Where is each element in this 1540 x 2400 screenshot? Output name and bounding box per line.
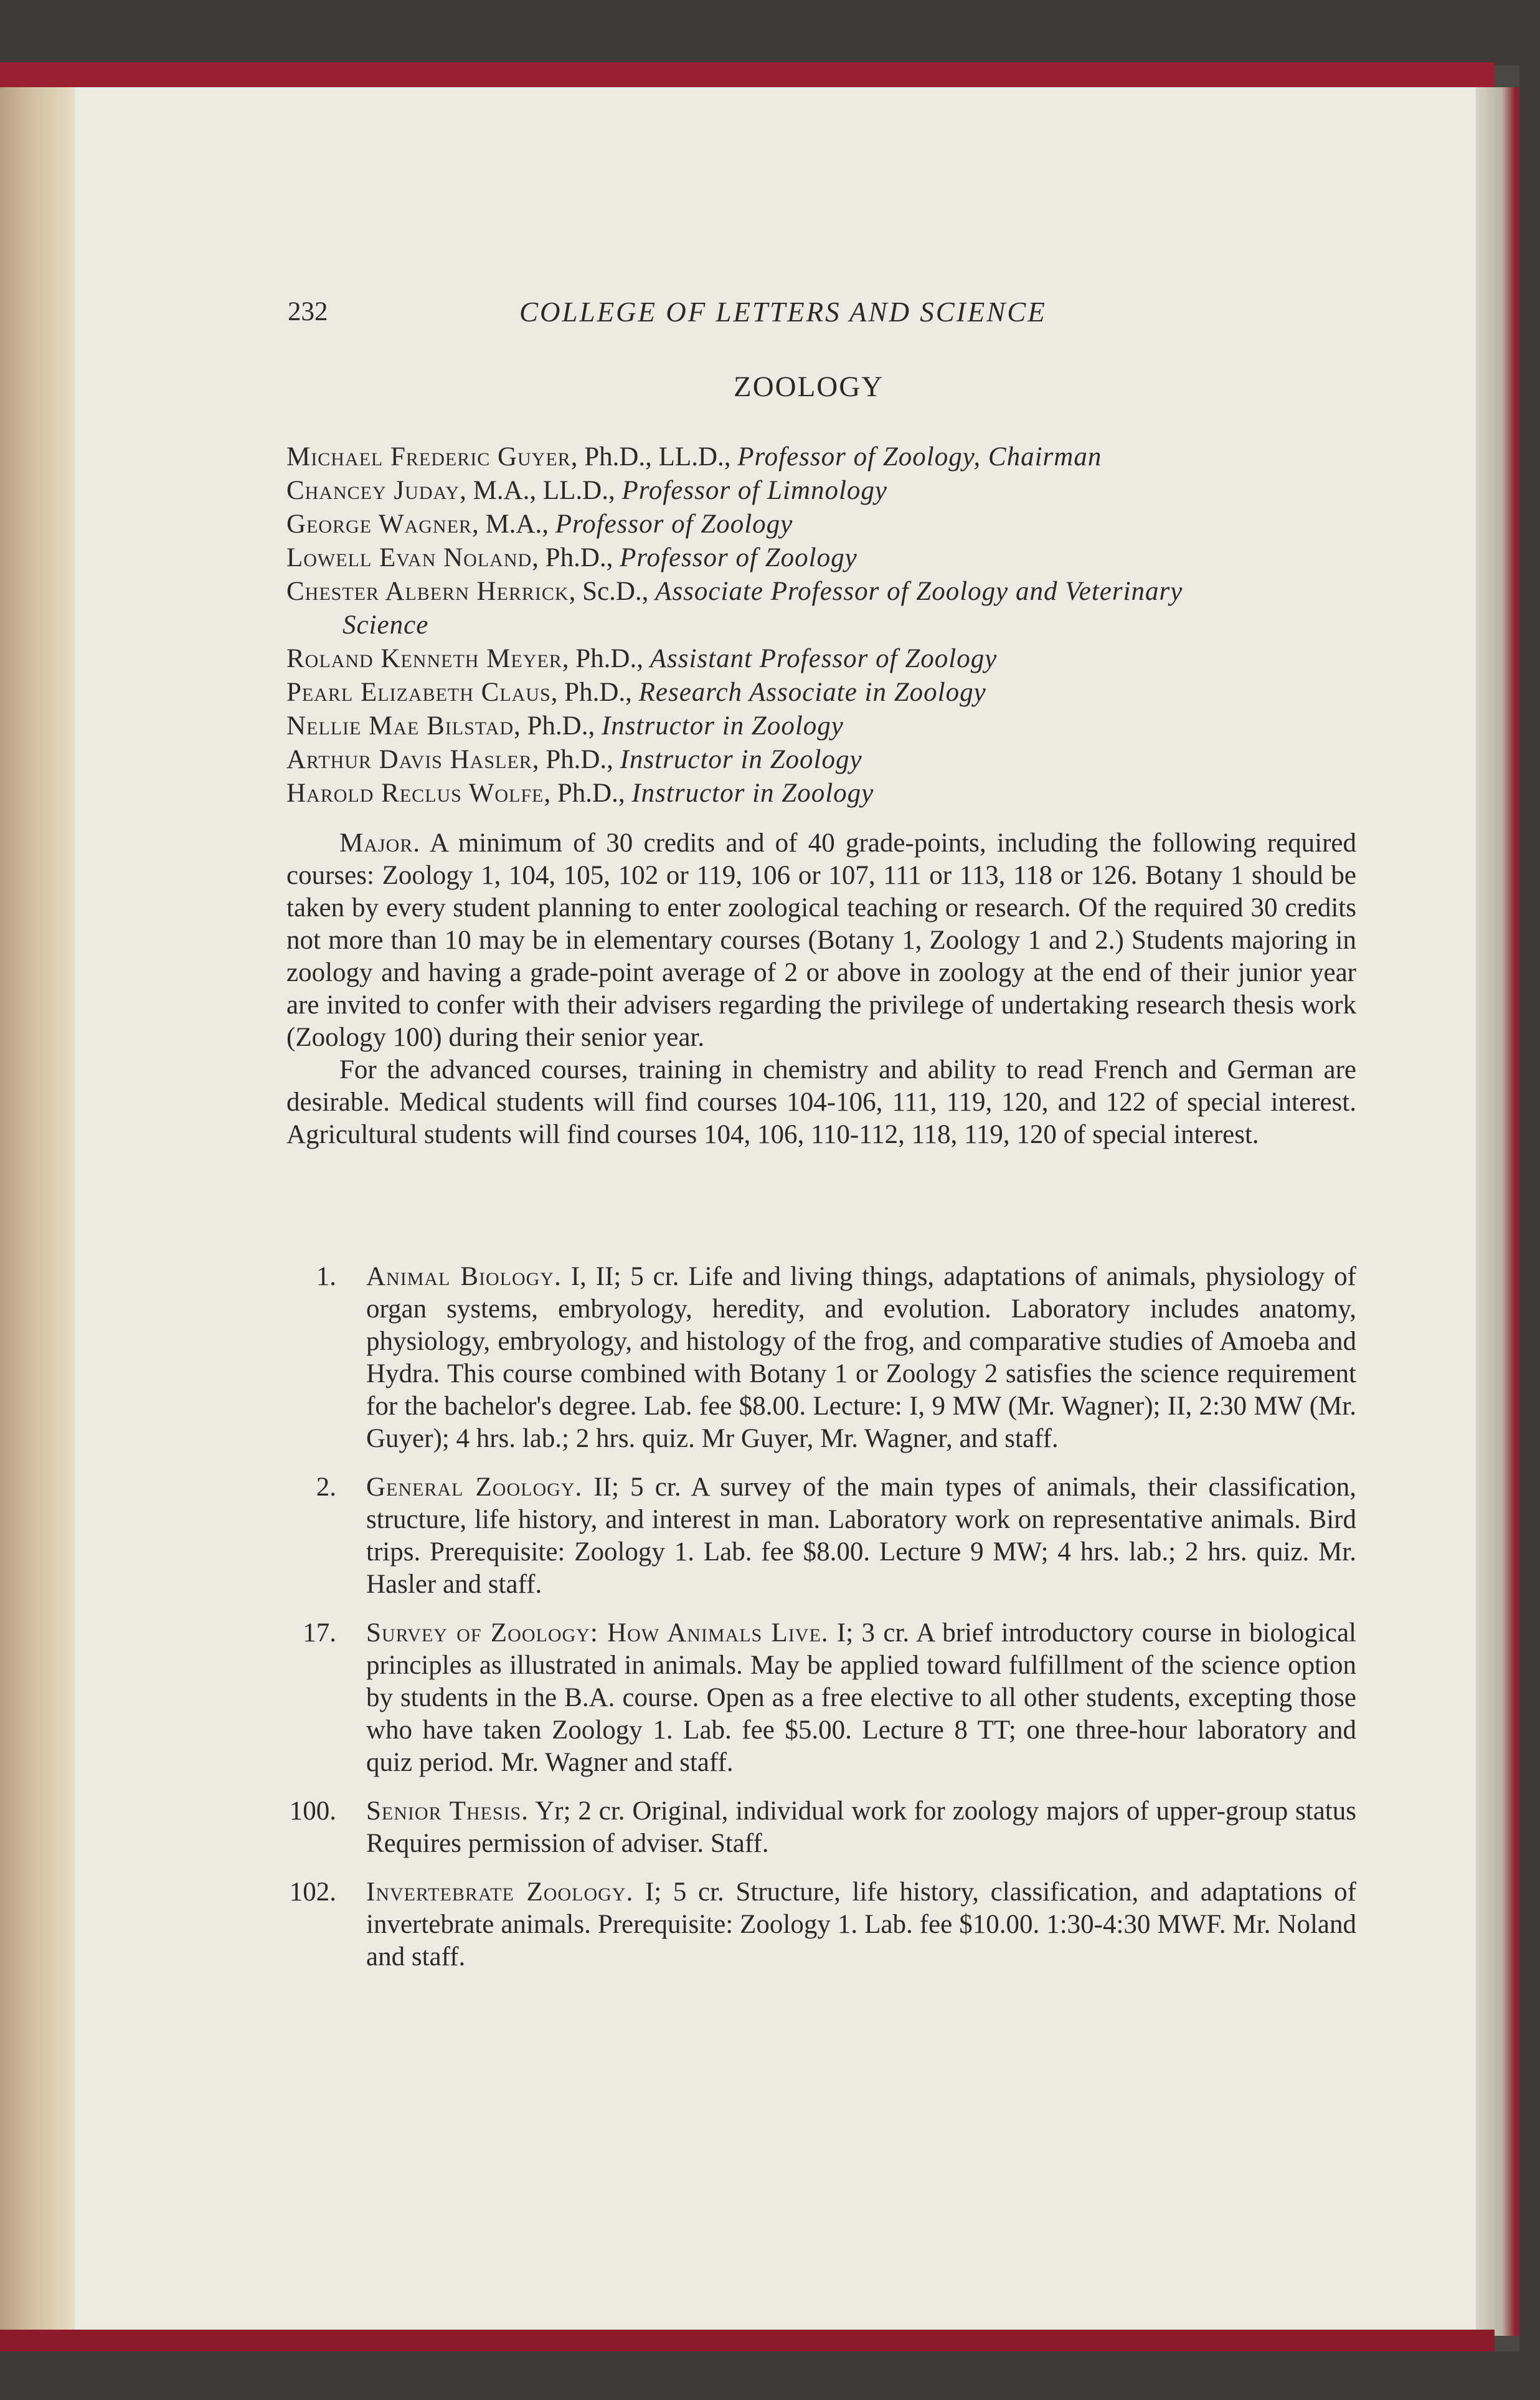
course-description: II; 5 cr. A survey of the main types of animals, their classification, structure, life history, and interest in man. Laboratory work on representative animals. Bird trips. Prerequisite: Zoology 1. Lab. fee $8.00. Lecture 9 MW; 4 hrs. lab.; 2 hrs. quiz. Mr. Hasler and staff.	[366, 1473, 1356, 1599]
faculty-name: Harold Reclus Wolfe	[286, 779, 544, 808]
scan-background-bottom	[0, 2351, 1540, 2400]
faculty-name: Roland Kenneth Meyer	[286, 644, 562, 673]
faculty-entry	[286, 643, 1370, 676]
running-head: COLLEGE OF LETTERS AND SCIENCE	[519, 296, 1047, 328]
faculty-degrees: , Ph.D.,	[532, 745, 620, 774]
faculty-degrees: , M.A., LL.D.,	[460, 476, 622, 505]
faculty-name: Nellie Mae Bilstad	[286, 711, 514, 741]
course-entry	[286, 1261, 1356, 1455]
faculty-name: Pearl Elizabeth Claus	[286, 678, 551, 707]
course-title: Survey of Zoology: How Animals Live.	[366, 1618, 829, 1648]
faculty-title: Associate Professor of Zoology and Veterinary	[655, 577, 1183, 606]
faculty-degrees: , Ph.D.,	[514, 711, 602, 741]
course-title: Animal Biology.	[366, 1262, 562, 1291]
faculty-title: Instructor in Zoology	[620, 745, 862, 774]
faculty-name: Arthur Davis Hasler	[286, 745, 532, 774]
major-label: Major.	[339, 828, 420, 858]
course-entry	[286, 1876, 1356, 1973]
course-number: 17.	[303, 1618, 336, 1648]
faculty-degrees: , Ph.D., LL.D.,	[570, 442, 738, 472]
faculty-name: Chester Albern Herrick	[286, 577, 569, 606]
scan-background-top	[0, 0, 1540, 65]
course-number: 100.	[289, 1796, 336, 1826]
faculty-degrees: , Ph.D.,	[532, 543, 620, 572]
faculty-entry	[286, 676, 1370, 710]
faculty-entry	[286, 710, 1370, 744]
faculty-entry	[286, 475, 1370, 508]
faculty-name: George Wagner	[286, 510, 472, 539]
course-title: Senior Thesis.	[366, 1796, 529, 1826]
course-entry	[286, 1795, 1356, 1860]
course-list	[286, 1261, 1356, 1990]
course-description: I, II; 5 cr. Life and living things, adaptations of animals, physiology of organ systems, embryology, heredity, and evolution. Laboratory includes anatomy, physiology, embryology, and histology of the frog, and comparative studies of Amoeba and Hydra. This course combined with Botany 1 or Zoology 2 satisfies the science requirement for the bachelor's degree. Lab. fee $8.00. Lecture: I, 9 MW (Mr. Wagner); II, 2:30 MW (Mr. Guyer); 4 hrs. lab.; 2 hrs. quiz. Mr Guyer, Mr. Wagner, and staff.	[366, 1262, 1357, 1453]
faculty-entry	[286, 508, 1370, 542]
faculty-title: Research Associate in Zoology	[638, 678, 986, 707]
course-description: I; 5 cr. Structure, life history, classification, and adaptations of invertebrate animals. Prerequisite: Zoology 1. Lab. fee $10.00. 1:30-4:30 MWF. Mr. Noland and staff.	[366, 1877, 1357, 1971]
course-title: General Zoology.	[366, 1473, 583, 1502]
course-entry	[286, 1471, 1356, 1601]
major-text: A minimum of 30 credits and of 40 grade-points, including the following required courses: Zoology 1, 104, 105, 102 or 119, 106 or 107, 111 or 113, 118 or 126. Botany 1 should be taken by every student planning to enter zoological teaching or research. Of the required 30 credits not more than 10 may be in elementary courses (Botany 1, Zoology 1 and 2.) Students majoring in zoology and having a grade-point average of 2 or above in zoology at the end of their junior year are invited to confer with their advisers regarding the privilege of undertaking research thesis work (Zoology 100) during their senior year.	[286, 828, 1356, 1052]
section-title: ZOOLOGY	[734, 371, 884, 403]
course-description: I; 3 cr. A brief introductory course in biological principles as illustrated in animals. May be applied toward fulfillment of the science option by students in the B.A. course. Open as a free elective to all other students, excepting those who have taken Zoology 1. Lab. fee $5.00. Lecture 8 TT; one three-hour laboratory and quiz period. Mr. Wagner and staff.	[366, 1618, 1356, 1777]
faculty-entry	[286, 441, 1370, 475]
faculty-title: Professor of Zoology	[555, 510, 793, 539]
faculty-title: Professor of Limnology	[621, 476, 887, 505]
advanced-courses-paragraph: For the advanced courses, training in chemistry and ability to read French and German are desirable. Medical students will find courses 104-106, 111, 119, 120, and 122 of special interest. Agricultural students will find courses 104, 106, 110-112, 118, 119, 120 of special interest.	[286, 1055, 1356, 1149]
page-number: 232	[288, 297, 328, 326]
faculty-title-continuation	[286, 609, 1370, 643]
faculty-degrees: , Ph.D.,	[562, 644, 650, 673]
faculty-name: Chancey Juday	[286, 476, 460, 505]
faculty-degrees: , Ph.D.,	[550, 678, 639, 707]
faculty-entry	[286, 576, 1370, 609]
faculty-list	[286, 441, 1370, 811]
course-title: Invertebrate Zoology.	[366, 1877, 634, 1907]
faculty-degrees: , Ph.D.,	[544, 779, 632, 808]
major-requirements	[286, 827, 1356, 1151]
page-header	[288, 296, 1359, 333]
faculty-title: Instructor in Zoology	[631, 779, 874, 808]
faculty-degrees: , Sc.D.,	[569, 577, 656, 606]
book-gutter	[0, 87, 81, 2336]
course-number: 1.	[316, 1262, 336, 1291]
faculty-title: Science	[342, 610, 429, 640]
course-number: 102.	[289, 1877, 336, 1907]
faculty-title: Professor of Zoology, Chairman	[737, 442, 1102, 472]
book-cover-edge-bottom	[0, 2330, 1495, 2355]
faculty-entry	[286, 777, 1370, 811]
course-number: 2.	[316, 1473, 336, 1502]
faculty-title: Instructor in Zoology	[601, 711, 844, 741]
faculty-degrees: , M.A.,	[471, 510, 555, 539]
major-paragraph	[286, 827, 1356, 1054]
book-page	[75, 87, 1495, 2336]
faculty-entry	[286, 542, 1370, 576]
page-fore-edge	[1476, 87, 1519, 2336]
faculty-name: Michael Frederic Guyer	[286, 442, 571, 472]
faculty-name: Lowell Evan Noland	[286, 543, 532, 572]
scan-background-right	[1519, 62, 1540, 2355]
faculty-title: Assistant Professor of Zoology	[650, 644, 998, 673]
course-description: Yr; 2 cr. Original, individual work for zoology majors of upper-group status Requires permission of adviser. Staff.	[366, 1796, 1356, 1858]
faculty-title: Professor of Zoology	[620, 543, 857, 572]
course-entry	[286, 1617, 1356, 1779]
faculty-entry	[286, 744, 1370, 777]
